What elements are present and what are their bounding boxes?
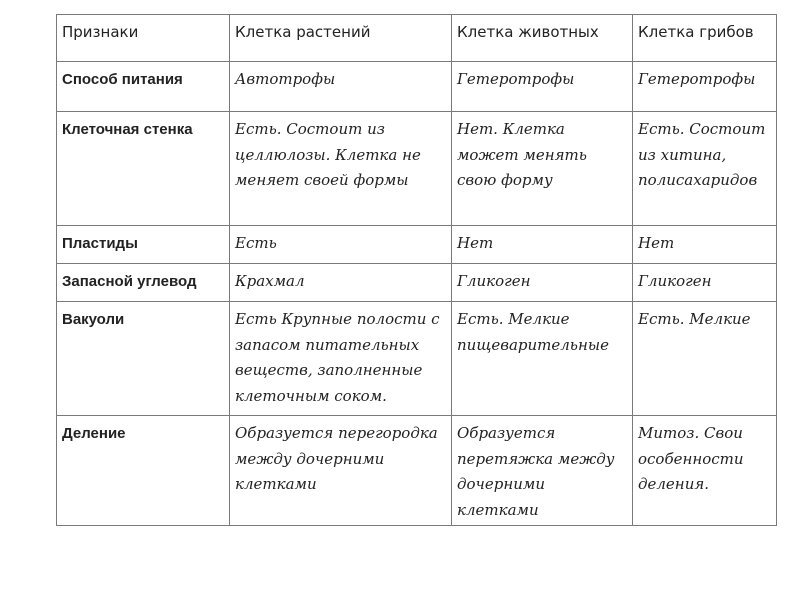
plant-value: Образуется перегородка между дочерними клетками (230, 416, 452, 526)
animal-value: Образуется перетяжка между дочерними клетками (452, 416, 633, 526)
header-plant-cell: Клетка растений (230, 15, 452, 62)
plant-value: Крахмал (230, 264, 452, 302)
header-row (57, 15, 777, 62)
table-row (57, 62, 777, 112)
table-row (57, 112, 777, 226)
comparison-table (56, 14, 777, 526)
row-label: Пластиды (57, 226, 230, 264)
table-row (57, 226, 777, 264)
plant-value: Автотрофы (230, 62, 452, 112)
animal-value: Гетеротрофы (452, 62, 633, 112)
animal-value: Нет. Клетка может менять свою форму (452, 112, 633, 226)
animal-value: Есть. Мелкие пищеварительные (452, 302, 633, 416)
header-animal-cell: Клетка животных (452, 15, 633, 62)
row-label: Деление (57, 416, 230, 526)
header-features: Признаки (57, 15, 230, 62)
animal-value: Гликоген (452, 264, 633, 302)
table-row (57, 264, 777, 302)
animal-value: Нет (452, 226, 633, 264)
table-row (57, 416, 777, 526)
plant-value: Есть (230, 226, 452, 264)
plant-value: Есть. Состоит из целлюлозы. Клетка не меняет своей формы (230, 112, 452, 226)
fungi-value: Гликоген (633, 264, 777, 302)
fungi-value: Гетеротрофы (633, 62, 777, 112)
row-label: Клеточная стенка (57, 112, 230, 226)
table-row (57, 302, 777, 416)
fungi-value: Есть. Мелкие (633, 302, 777, 416)
header-fungi-cell: Клетка грибов (633, 15, 777, 62)
fungi-value: Нет (633, 226, 777, 264)
plant-value: Есть Крупные полости с запасом питательных веществ, заполненные клеточным соком. (230, 302, 452, 416)
row-label: Способ питания (57, 62, 230, 112)
fungi-value: Есть. Состоит из хитина, полисахаридов (633, 112, 777, 226)
row-label: Вакуоли (57, 302, 230, 416)
fungi-value: Митоз. Свои особенности деления. (633, 416, 777, 526)
row-label: Запасной углевод (57, 264, 230, 302)
